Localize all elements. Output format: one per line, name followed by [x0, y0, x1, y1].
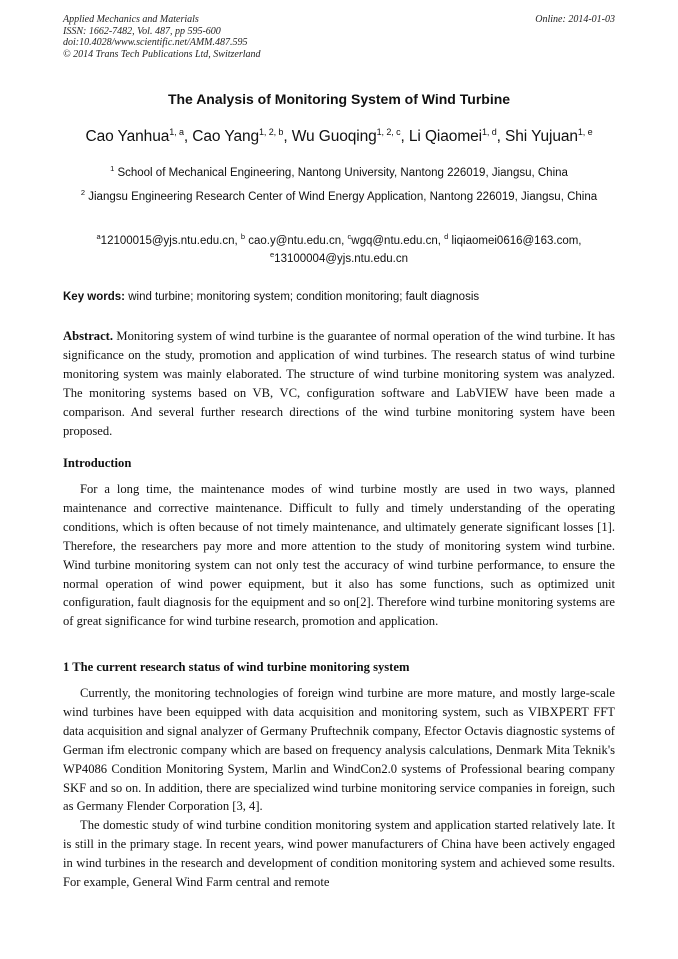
author: Wu Guoqing — [291, 128, 377, 145]
paragraph: Currently, the monitoring technologies of foreign wind turbine are more mature, and mostly large-scale wind turbines have been equipped with data acquisition and monitoring system, such as VIBXPERT FFT data acquisition and signal analyzer of Germany Pruftechnik company, Efector Octavis diagnostic systems of German ifm electronic company which are based on frequency analysis calculations, Denmark Mita Teknik's WP4086 Condition Monitoring System, Marlin and WindCon2.0 systems of Professional bearing company SKF and so on. In addition, there are specialized wind turbine monitoring service companies in foreign, such as Germany Flender Corporation [3, 4]. — [63, 686, 615, 814]
affiliation — [70, 188, 608, 207]
affiliation-text: School of Mechanical Engineering, Nantong University, Nantong 226019, Jiangsu, China — [117, 167, 568, 179]
journal-doi: doi:10.4028/www.scientific.net/AMM.487.595 — [63, 37, 248, 48]
online-date: Online: 2014-01-03 — [535, 14, 615, 25]
email-mark: b — [240, 232, 246, 241]
journal-issn: ISSN: 1662-7482, Vol. 487, pp 595-600 — [63, 25, 221, 37]
author-list: Cao Yanhua$^{1, a}$, Cao Yang$^{1, 2, b}$, Wu Guoqing$^{1, 2, c}$, Li Qiaomei$^{1, d}$, Shi Yujuan$^{1, e}$ — [85, 127, 593, 145]
author-affiliation-mark: 1, 2, b — [259, 127, 284, 137]
author: Li Qiaomei — [408, 128, 482, 145]
journal-name: Applied Mechanics and Materials — [63, 14, 199, 25]
email-address[interactable]: 12100015@yjs.ntu.edu.cn, — [100, 235, 238, 247]
email-address[interactable]: 13100004@yjs.ntu.edu.cn — [274, 253, 408, 265]
email-address[interactable]: cao.y@ntu.edu.cn, — [248, 235, 345, 247]
paragraph: The domestic study of wind turbine condition monitoring system and application started relatively late. It is still in the primary stage. In recent years, wind power manufacturers of China have been actively engaged in wind turbines in the research and development of condition monitoring system and achieved some results. For example, General Wind Farm central and remote — [63, 818, 615, 890]
paragraph: For a long time, the maintenance modes of wind turbine mostly are used in two ways, planned maintenance and corrective maintenance. Difficult to fully and timely understanding of the operating conditions, which is often because of not timely maintenance, and ultimately generate significant losses [1]. Therefore, the researchers pay more and more attention to the study of monitoring system wind turbine. Wind turbine monitoring system can not only test the accuracy of wind turbine performance, to ensure the normal operation of wind power equipment, but it also has some functions, such as optimized unit configuration, fault diagnosis for the equipment and so on[2]. Therefore wind turbine monitoring systems are of great significance for wind turbine research, promotion and application. — [63, 482, 615, 629]
affiliation — [70, 164, 608, 183]
abstract-label: Abstract. — [63, 329, 114, 343]
journal-info — [63, 14, 615, 60]
section-1-body — [63, 684, 615, 892]
journal-copyright: © 2014 Trans Tech Publications Ltd, Switzerland — [63, 48, 261, 60]
author-affiliation-mark: 1, e — [577, 127, 593, 137]
email-list — [70, 232, 608, 268]
affiliation-mark: 2 — [80, 188, 86, 197]
email-mark: c — [347, 232, 352, 241]
keywords-label: Key words: — [63, 291, 125, 303]
author: Cao Yang — [192, 128, 260, 145]
author-affiliation-mark: 1, 2, c — [376, 127, 401, 137]
affiliation-mark: 1 — [110, 164, 115, 173]
keywords-text: wind turbine; monitoring system; condition monitoring; fault diagnosis — [128, 291, 480, 303]
section-heading-1: 1 The current research status of wind turbine monitoring system — [63, 660, 410, 674]
email-address[interactable]: wgq@ntu.edu.cn, — [351, 235, 441, 247]
author-affiliation-mark: 1, d — [482, 127, 497, 137]
paper-title: The Analysis of Monitoring System of Wind Turbine — [167, 91, 511, 107]
section-heading-introduction: Introduction — [63, 456, 132, 470]
abstract-text: Monitoring system of wind turbine is the guarantee of normal operation of the wind turbine. It has significance on the study, promotion and application of wind turbines. The research status of wind turbine monitoring system was mainly elaborated. The structure of wind turbine monitoring system was analyzed. The monitoring systems based on VB, VC, configuration software and LabVIEW have been made a comparison. And several further research directions of the wind turbine monitoring system have been proposed. — [63, 329, 615, 438]
email-address[interactable]: liqiaomei0616@163.com, — [451, 235, 582, 247]
abstract — [63, 327, 615, 440]
author-affiliation-mark: 1, a — [169, 127, 184, 137]
author: Cao Yanhua — [85, 128, 170, 145]
introduction-body — [63, 480, 615, 631]
email-mark: e — [270, 250, 275, 259]
email-mark: a — [96, 232, 101, 241]
affiliation-text: Jiangsu Engineering Research Center of Wind Energy Application, Nantong 226019, Jiangsu, China — [88, 191, 598, 203]
email-mark: d — [444, 232, 449, 241]
keywords — [63, 291, 615, 303]
journal-header — [63, 14, 615, 60]
author: Shi Yujuan — [505, 128, 578, 145]
